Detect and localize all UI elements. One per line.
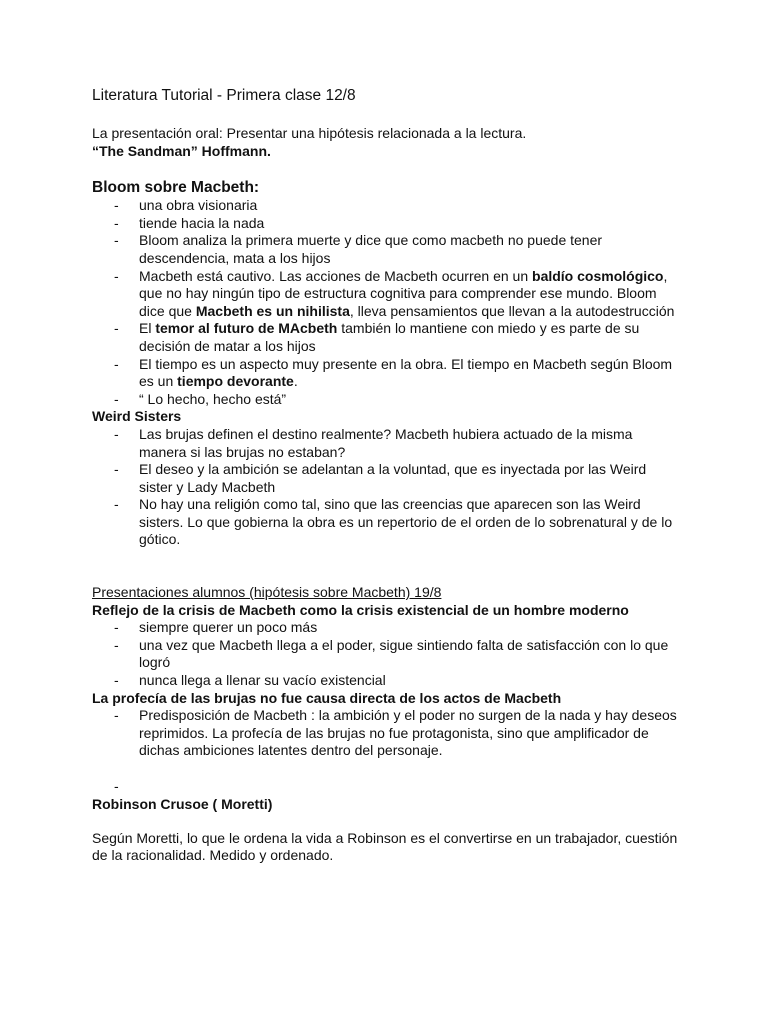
presentaciones-heading: Presentaciones alumnos (hipótesis sobre Macbeth) 19/8: [92, 584, 442, 601]
spacer: [92, 814, 682, 830]
emphasis-text: temor al futuro de MAcbeth: [155, 320, 338, 337]
list-item: - una obra visionaria: [92, 197, 682, 215]
intro-line-1: La presentación oral: Presentar una hipótesis relacionada a la lectura.: [92, 125, 527, 141]
document-title: Literatura Tutorial - Primera clase 12/8: [92, 87, 356, 104]
list-item: - El deseo y la ambición se adelantan a la voluntad, que es inyectada por las Weird sister y Lady Macbeth: [92, 461, 682, 496]
list-item: - siempre querer un poco más: [92, 619, 682, 637]
list-item: - No hay una religión como tal, sino que las creencias que aparecen son las Weird sisters. Lo que gobierna la obra es un repertorio de el orden de lo sobrenatural y de lo gótico.: [92, 496, 682, 549]
weird-sisters-heading: Weird Sisters: [92, 408, 182, 425]
hypothesis-1-list: [92, 619, 682, 689]
list-item: - Predisposición de Macbeth : la ambición y el poder no surgen de la nada y hay deseos reprimidos. La profecía de las brujas no fue protagonista, sino que amplificador de dichas ambiciones latentes dentro del personaje.: [92, 707, 682, 760]
list-item: - Macbeth está cautivo. Las acciones de Macbeth ocurren en un baldío cosmológico, que no hay ningún tipo de estructura cognitiva para comprender ese mundo. Bloom dice que Macbeth es un nihilista, lleva pensamientos que llevan a la autodestrucción: [92, 268, 682, 321]
intro-line-2: “The Sandman” Hoffmann.: [92, 142, 271, 159]
list-item: - una vez que Macbeth llega a el poder, sigue sintiendo falta de satisfacción con lo que logró: [92, 637, 682, 672]
emphasis-text: baldío cosmológico: [532, 267, 664, 284]
list-item: - “ Lo hecho, hecho está”: [92, 391, 682, 409]
document-content: [92, 87, 682, 865]
robinson-text: Según Moretti, lo que le ordena la vida a Robinson es el convertirse en un trabajador, cuestión de la racionalidad. Medido y ordenado.: [92, 829, 678, 864]
robinson-heading: Robinson Crusoe ( Moretti): [92, 796, 273, 812]
hypothesis-1-heading: Reflejo de la crisis de Macbeth como la crisis existencial de un hombre moderno: [92, 601, 629, 618]
bloom-heading: Bloom sobre Macbeth:: [92, 179, 260, 197]
list-item: - El temor al futuro de MAcbeth también lo mantiene con miedo y es parte de su decisión de matar a los hijos: [92, 320, 682, 355]
hypothesis-2-list: [92, 707, 682, 760]
list-item: - Bloom analiza la primera muerte y dice que como macbeth no puede tener descendencia, mata a los hijos: [92, 232, 682, 267]
list-item: - Las brujas definen el destino realmente? Macbeth hubiera actuado de la misma manera si las brujas no estaban?: [92, 426, 682, 461]
weird-sisters-list: [92, 426, 682, 549]
list-item: - tiende hacia la nada: [92, 215, 682, 233]
emphasis-text: Macbeth es un nihilista: [195, 302, 350, 319]
spacer: [92, 760, 682, 778]
bloom-list: [92, 197, 682, 408]
spacer: [92, 778, 682, 796]
spacer: [92, 549, 682, 584]
hypothesis-2-heading: La profecía de las brujas no fue causa directa de los actos de Macbeth: [92, 689, 562, 706]
list-item: - nunca llega a llenar su vacío existencial: [92, 672, 682, 690]
list-item: - El tiempo es un aspecto muy presente en la obra. El tiempo en Macbeth según Bloom es un tiempo devorante.: [92, 356, 682, 391]
emphasis-text: tiempo devorante: [177, 373, 294, 390]
